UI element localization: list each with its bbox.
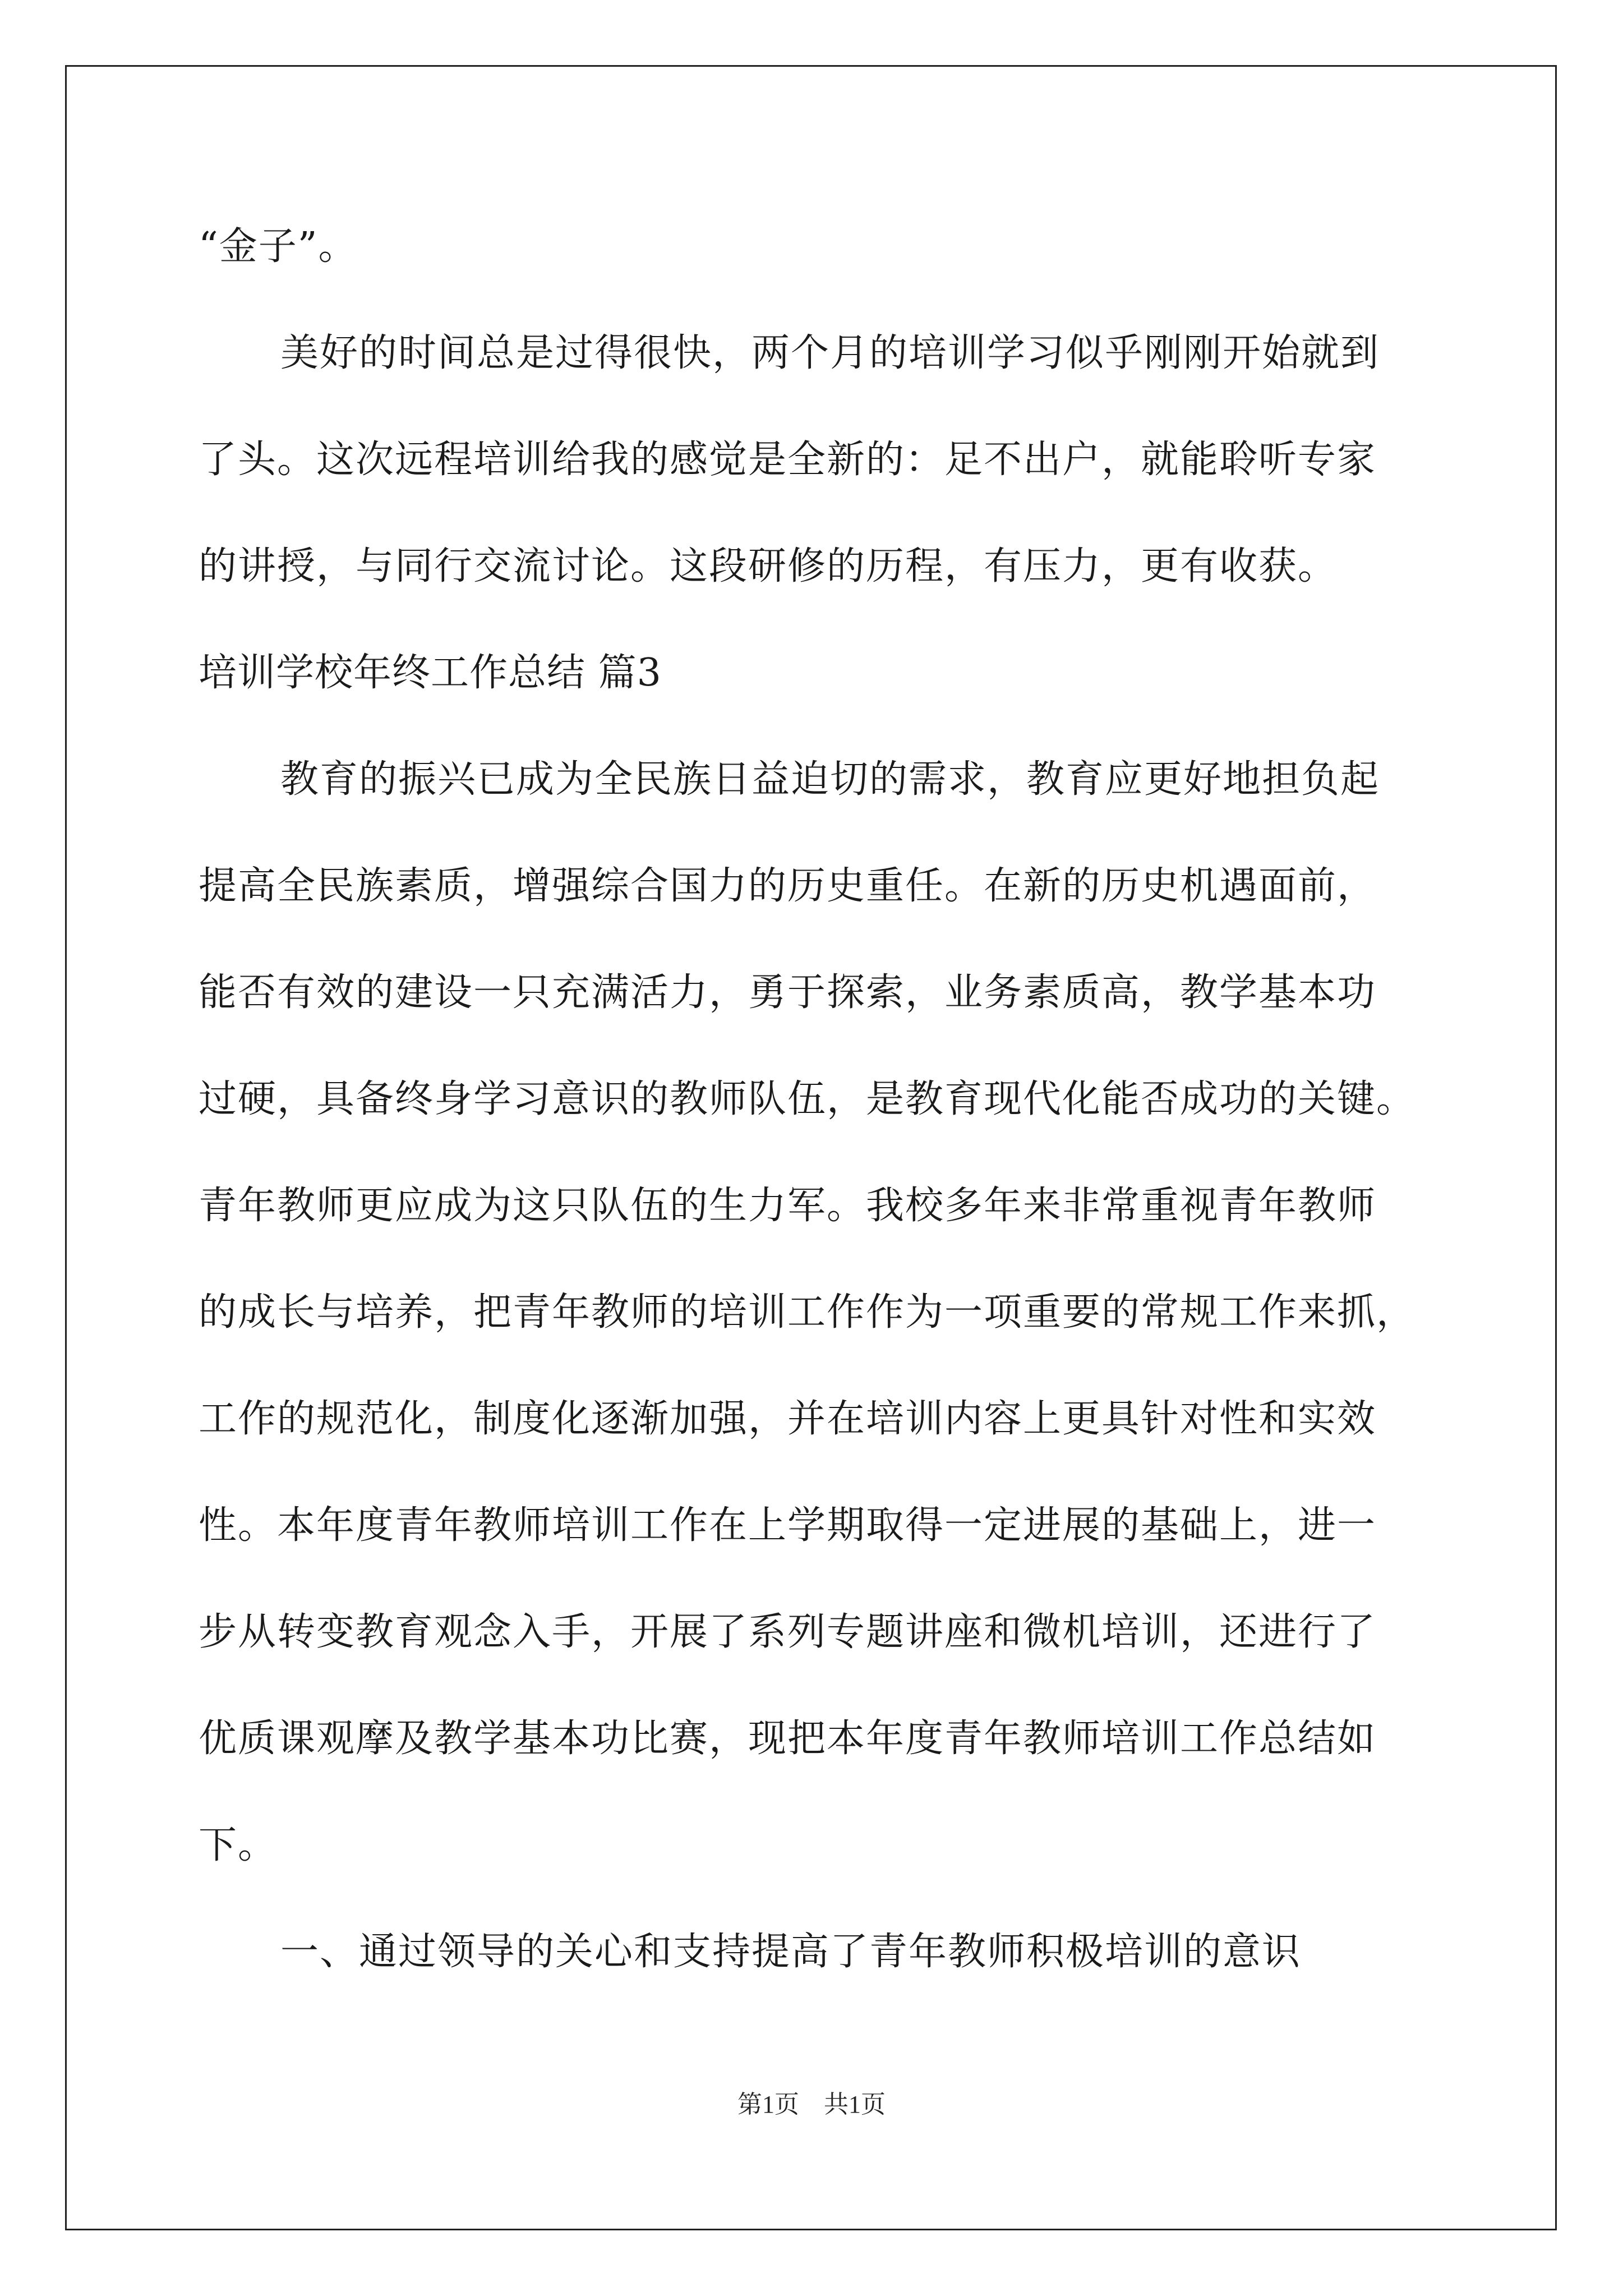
text-line: 一、通过领导的关心和支持提高了青年教师积极培训的意识 <box>280 1930 1302 1974</box>
text-line: 青年教师更应成为这只队伍的生力军。我校多年来非常重视青年教师 <box>199 1184 1377 1228</box>
text-line: 性。本年度青年教师培训工作在上学期取得一定进展的基础上，进一 <box>199 1503 1377 1548</box>
text-line: 的讲授，与同行交流讨论。这段研修的历程，有压力，更有收获。 <box>199 544 1338 588</box>
section-heading: 培训学校年终工作总结 篇3 <box>199 651 662 695</box>
text-line: 优质课观摩及教学基本功比赛，现把本年度青年教师培训工作总结如 <box>199 1717 1377 1761</box>
page-number-footer: 第1页 共1页 <box>737 2091 886 2118</box>
text-line: 了头。这次远程培训给我的感觉是全新的：足不出户，就能聆听专家 <box>199 438 1377 482</box>
text-line: 步从转变教育观念入手，开展了系列专题讲座和微机培训，还进行了 <box>199 1610 1377 1654</box>
text-line: 过硬，具备终身学习意识的教师队伍，是教育现代化能否成功的关键。 <box>199 1077 1416 1121</box>
text-line: 下。 <box>199 1823 278 1867</box>
text-line: 教育的振兴已成为全民族日益迫切的需求，教育应更好地担负起 <box>280 757 1380 802</box>
text-line: 能否有效的建设一只充满活力，勇于探索，业务素质高，教学基本功 <box>199 970 1377 1015</box>
text-line: 提高全民族素质，增强综合国力的历史重任。在新的历史机遇面前， <box>199 864 1377 908</box>
text-line: 美好的时间总是过得很快，两个月的培训学习似乎刚刚开始就到 <box>280 331 1380 375</box>
text-line: 工作的规范化，制度化逐渐加强，并在培训内容上更具针对性和实效 <box>199 1397 1377 1441</box>
text-line: “金子”。 <box>199 224 358 269</box>
text-line: 的成长与培养，把青年教师的培训工作作为一项重要的常规工作来抓， <box>199 1290 1416 1335</box>
page-border <box>65 65 1557 2230</box>
